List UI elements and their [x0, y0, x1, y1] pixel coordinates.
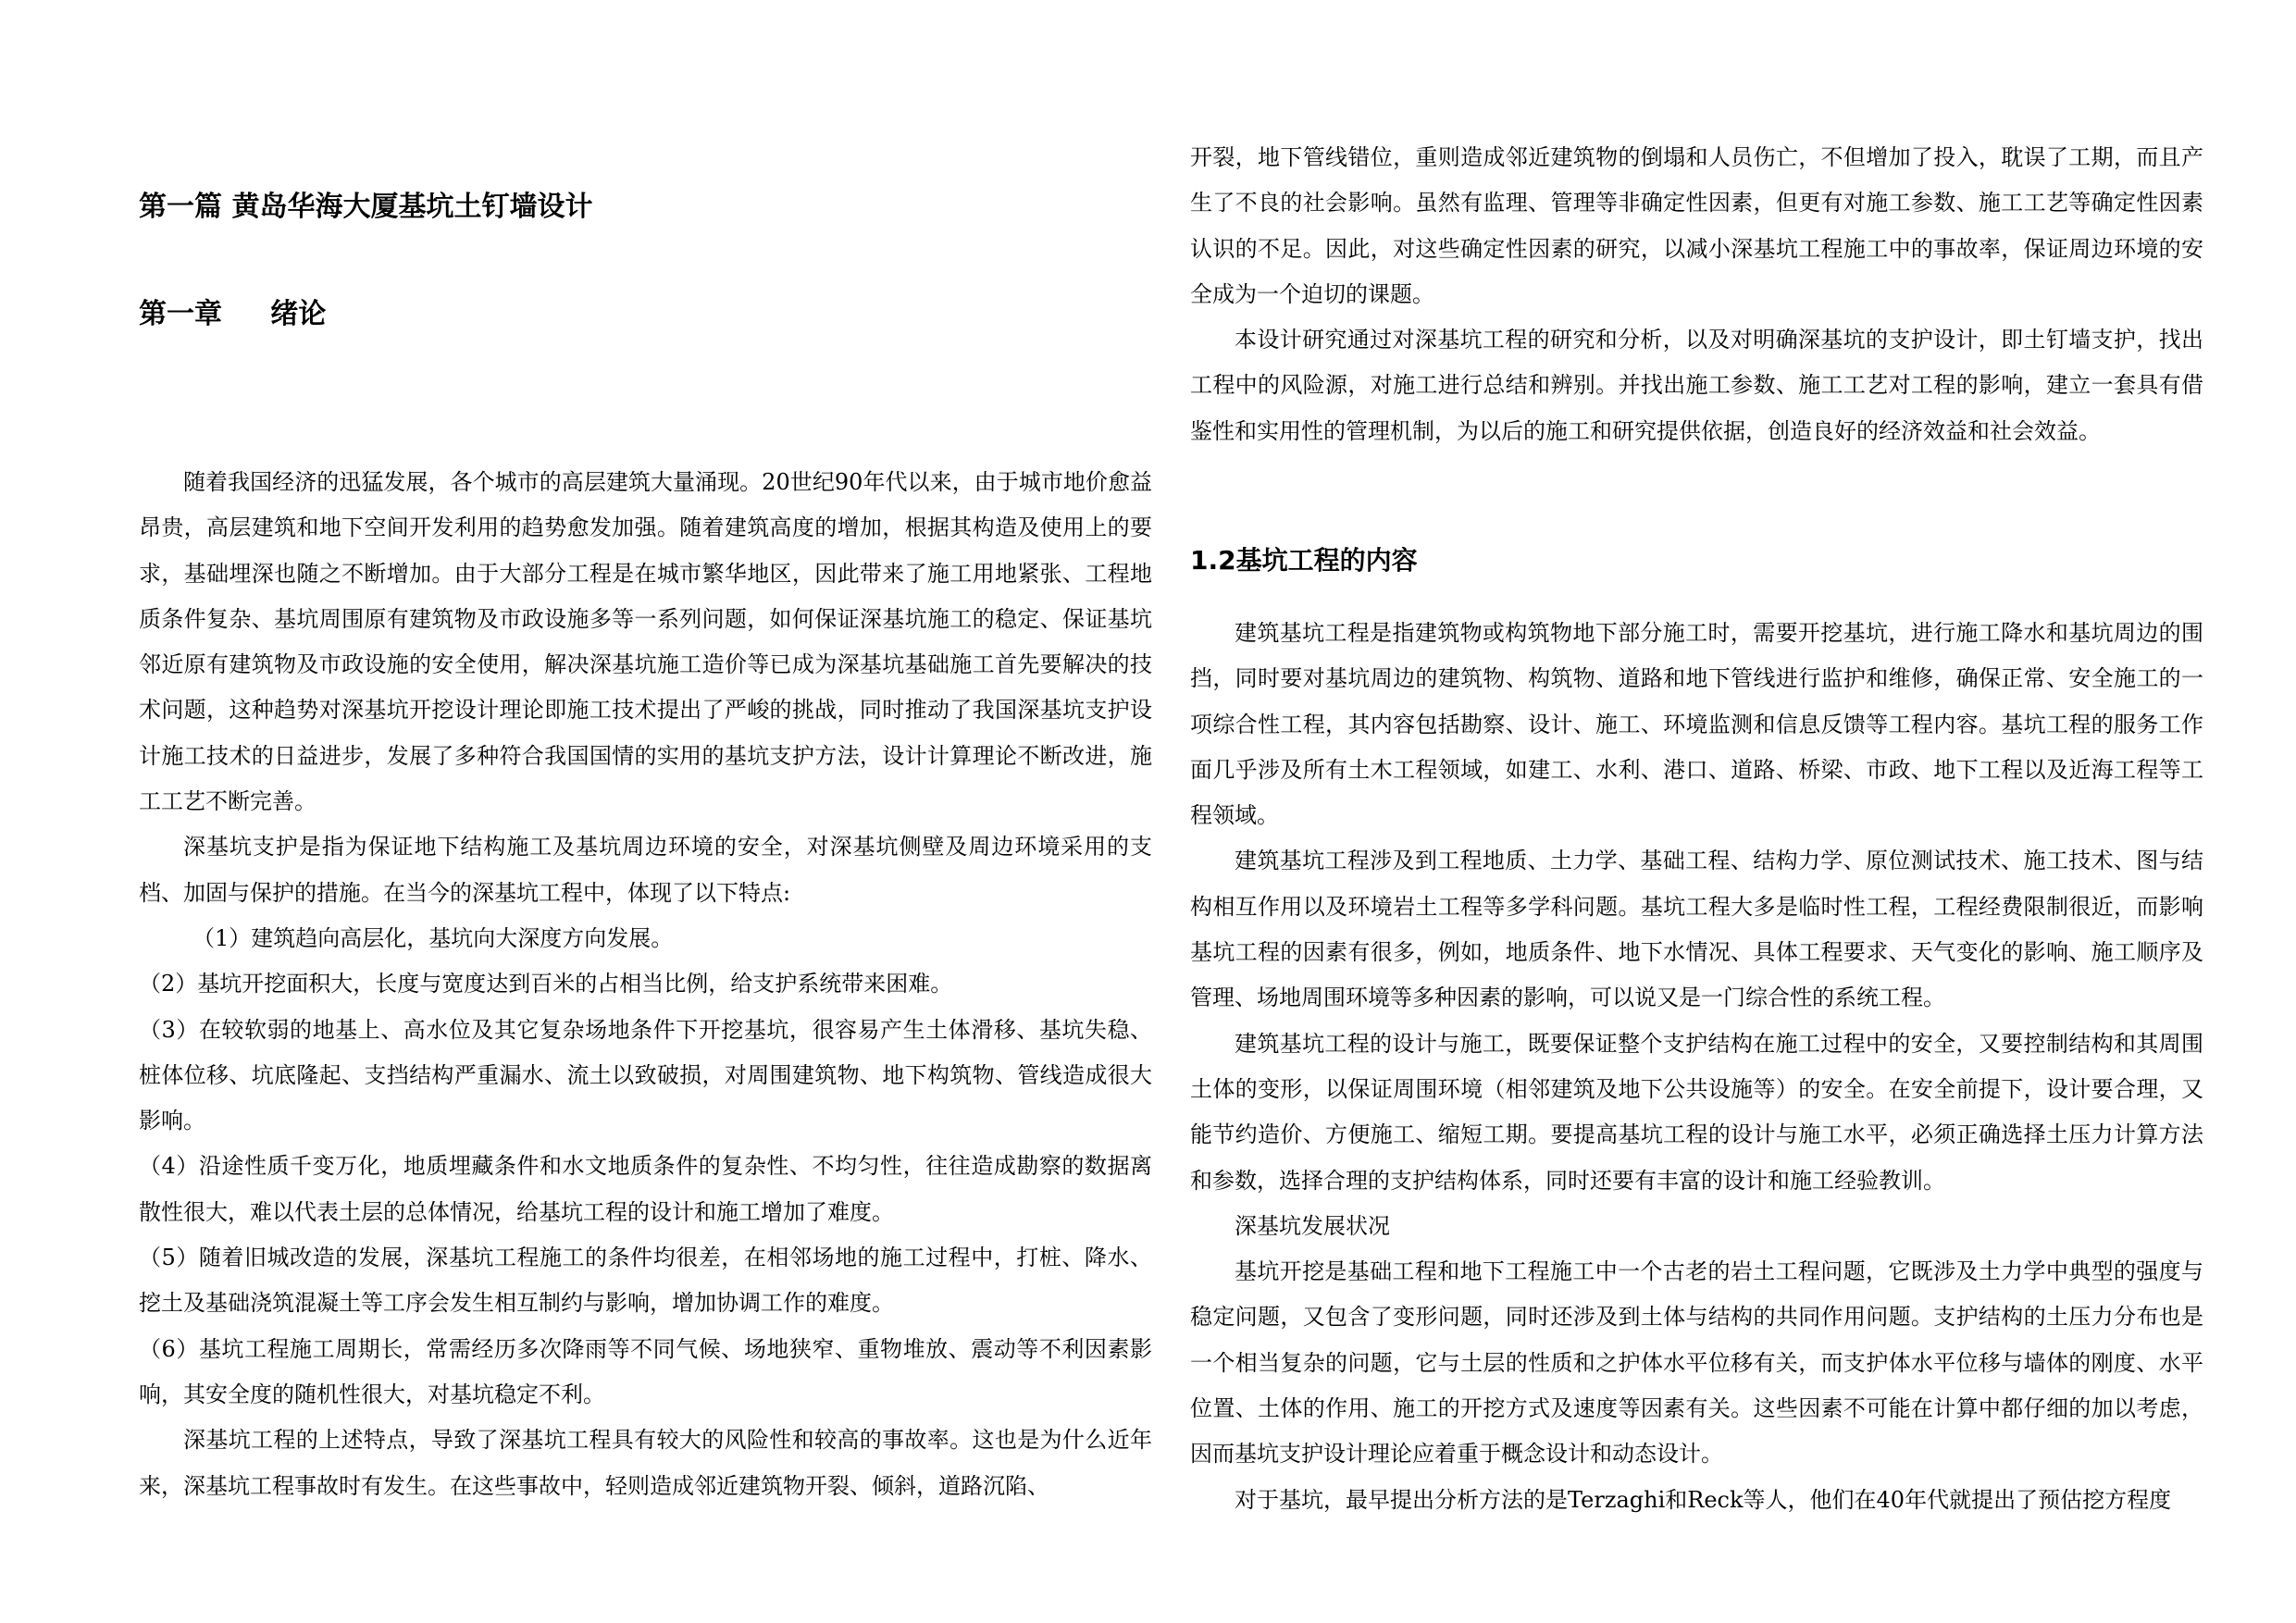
subheading: 深基坑发展状况 [1235, 1212, 1390, 1239]
list-item: （2）基坑开挖面积大，长度与宽度达到百米的占相当比例，给支护系统带来困难。 [139, 971, 953, 997]
history-paragraph: 基坑开挖是基础工程和地下工程施工中一个古老的岩土工程问题，它既涉及土力学中典型的强度与稳定问题，又包含了变形问题，同时还涉及到土体与结构的共同作用问题。支护结构的土压力分布也是一个相当复杂的问题，它与土层的性质和之护体水平位移有关，而支护体水平位移与墙体的刚度、水平位置、土体的作用、施工的开挖方式及速度等因素有关。这些因素不可能在计算中都仔细的加以考虑，因而基坑支护设计理论应着重于概念设计和动态设计。 [1190, 1258, 2203, 1468]
list-item: （5）随着旧城改造的发展，深基坑工程施工的条件均很差，在相邻场地的施工过程中，打桩、降水、挖土及基础浇筑混凝土等工序会发生相互制约与影响，增加协调工作的难度。 [139, 1245, 1152, 1317]
intro-paragraph: 随着我国经济的迅猛发展，各个城市的高层建筑大量涌现。20世纪90年代以来，由于城市地价愈益昂贵，高层建筑和地下空间开发利用的趋势愈发加强。随着建筑高度的增加，根据其构造及使用上的要求，基础埋深也随之不断增加。由于大部分工程是在城市繁华地区，因此带来了施工用地紧张、工程地质条件复杂、基坑周围原有建筑物及市政设施多等一系列问题，如何保证深基坑施工的稳定、保证基坑邻近原有建筑物及市政设施的安全使用，解决深基坑施工造价等已成为深基坑基础施工首先要解决的技术问题，这种趋势对深基坑开挖设计理论即施工技术提出了严峻的挑战，同时推动了我国深基坑支护设计施工技术的日益进步，发展了多种符合我国国情的实用的基坑支护方法，设计计算理论不断改进，施工工艺不断完善。 [139, 469, 1152, 815]
right-body-top [1190, 135, 2203, 454]
list-item: （6）基坑工程施工周期长，常需经历多次降雨等不同气候、场地狭窄、重物堆放、震动等不利因素影响，其安全度的随机性很大，对基坑稳定不利。 [139, 1335, 1152, 1407]
chapter-title: 第一章 绪论 [139, 298, 327, 330]
support-definition-paragraph: 深基坑支护是指为保证地下结构施工及基坑周边环境的安全，对深基坑侧壁及周边环境采用的支档、加固与保护的措施。在当今的深基坑工程中，体现了以下特点: [139, 834, 1152, 906]
section-title: 1.2基坑工程的内容 [1190, 545, 1418, 576]
disciplines-paragraph: 建筑基坑工程涉及到工程地质、土力学、基础工程、结构力学、原位测试技术、施工技术、图与结构相互作用以及环境岩土工程等多学科问题。基坑工程大多是临时性工程，工程经费限制很近，而影响基坑工程的因素有很多，例如，地质条件、地下水情况、具体工程要求、天气变化的影响、施工顺序及管理、场地周围环境等多种因素的影响，可以说又是一门综合性的系统工程。 [1190, 848, 2203, 1011]
list-item: （4）沿途性质千变万化，地质埋藏条件和水文地质条件的复杂性、不均匀性，往往造成勘察的数据离散性很大，难以代表土层的总体情况，给基坑工程的设计和施工增加了难度。 [139, 1153, 1152, 1225]
design-paragraph: 建筑基坑工程的设计与施工，既要保证整个支护结构在施工过程中的安全，又要控制结构和其周围土体的变形，以保证周围环境（相邻建筑及地下公共设施等）的安全。在安全前提下，设计要合理，又能节约造价、方便施工、缩短工期。要提高基坑工程的设计与施工水平，必须正确选择土压力计算方法和参数，选择合理的支护结构体系，同时还要有丰富的设计和施工经验教训。 [1190, 1030, 2203, 1194]
risk-paragraph: 深基坑工程的上述特点，导致了深基坑工程具有较大的风险性和较高的事故率。这也是为什么近年来，深基坑工程事故时有发生。在这些事故中，轻则造成邻近建筑物开裂、倾斜，道路沉陷、 [139, 1427, 1152, 1499]
continuation-paragraph: 开裂，地下管线错位，重则造成邻近建筑物的倒塌和人员伤亡，不但增加了投入，耽误了工期，而且产生了不良的社会影响。虽然有监理、管理等非确定性因素，但更有对施工参数、施工工艺等确定性因素认识的不足。因此，对这些确定性因素的研究，以减小深基坑工程施工中的事故率，保证周边环境的安全成为一个迫切的课题。 [1190, 144, 2203, 307]
research-paragraph: 本设计研究通过对深基坑工程的研究和分析，以及对明确深基坑的支护设计，即土钉墙支护，找出工程中的风险源，对施工进行总结和辨别。并找出施工参数、施工工艺对工程的影响，建立一套具有借鉴性和实用性的管理机制，为以后的施工和研究提供依据，创造良好的经济效益和社会效益。 [1190, 327, 2203, 444]
part-title: 第一篇 黄岛华海大厦基坑土钉墙设计 [139, 191, 593, 223]
list-item: （1）建筑趋向高层化，基坑向大深度方向发展。 [192, 924, 674, 951]
list-item: （3）在较软弱的地基上、高水位及其它复杂场地条件下开挖基坑，很容易产生土体滑移、基坑失稳、桩体位移、坑底隆起、支挡结构严重漏水、流土以致破损，对周围建筑物、地下构筑物、管线造成很大影响。 [139, 1016, 1152, 1134]
left-body [139, 460, 1152, 1509]
terzaghi-paragraph: 对于基坑，最早提出分析方法的是Terzaghi和Reck等人，他们在40年代就提出了预估挖方程度 [1235, 1486, 2172, 1513]
content-paragraph: 建筑基坑工程是指建筑物或构筑物地下部分施工时，需要开挖基坑，进行施工降水和基坑周边的围挡，同时要对基坑周边的建筑物、构筑物、道路和地下管线进行监护和维修，确保正常、安全施工的一项综合性工程，其内容包括勘察、设计、施工、环境监测和信息反馈等工程内容。基坑工程的服务工作面几乎涉及所有土木工程领域，如建工、水利、港口、道路、桥梁、市政、地下工程以及近海工程等工程领域。 [1190, 620, 2203, 829]
right-body-bottom [1190, 611, 2203, 1523]
